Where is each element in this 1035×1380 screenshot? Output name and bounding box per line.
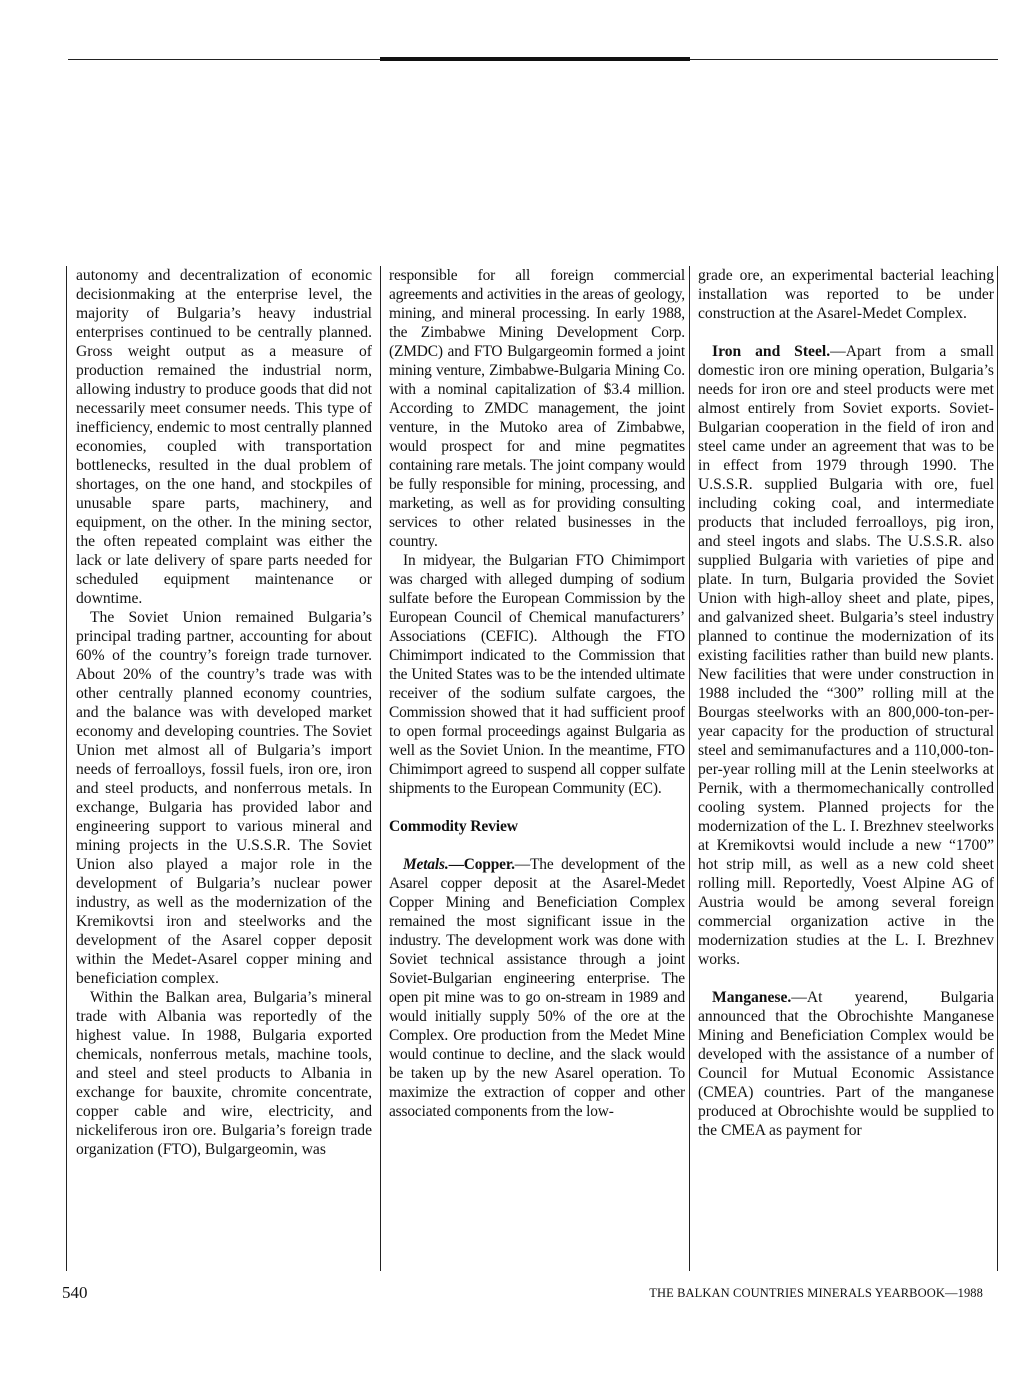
page-number: 540 xyxy=(62,1283,88,1302)
column-divider-1 xyxy=(380,266,381,1271)
column-divider-right xyxy=(997,266,998,1271)
paragraph: responsible for all foreign commercial agreements and activities in the areas of geology, mining, and mineral processing. In early 1988, the Zimbabwe Mining Development Corp. (ZMDC) and FTO Bulgargeomin formed a joint mining venture, Zimbabwe-Bulgaria Mining Co. with a nominal capitalization of $3.4 million. According to ZMDC management, the joint venture, in the Mutoko area of Zimbabwe, would prospect for and mine pegmatites containing rare metals. The joint company would be fully responsible for mining, processing, and marketing, as well as for providing consulting services to other related businesses in the country. xyxy=(389,267,685,550)
column-divider-left xyxy=(66,266,67,1271)
paragraph: Within the Balkan area, Bulgaria’s mineral trade with Albania was reportedly of the highest value. In 1988, Bulgaria exported chemicals, nonferrous metals, machine tools, and steel and steel products to Albania in exchange for bauxite, chromite concentrate, copper cable and wire, electricity, and nickeliferous iron ore. Bulgaria’s foreign trade organization (FTO), Bulgargeomin, was xyxy=(76,989,372,1158)
paragraph: grade ore, an experimental bacterial leaching installation was reported to be under construction at the Asarel-Medet Complex. xyxy=(698,267,994,322)
section-heading: Commodity Review xyxy=(389,818,518,835)
paragraph xyxy=(698,342,994,969)
text-column-1 xyxy=(76,266,372,1271)
paragraph: The Soviet Union remained Bulgaria’s principal trading partner, accounting for about 60% of the country’s foreign trade turnover. About 20% of the country’s trade was with other centrally planned economy countries, and the balance was with developed market economy and developing countries. The Soviet Union met almost all of Bulgaria’s import needs of ferroalloys, fossil fuels, iron ore, iron and steel products, and nonferrous metals. In exchange, Bulgaria has provided labor and engineering support to various mineral and mining projects in the U.S.S.R. The Soviet Union also played a major role in the development of Bulgaria’s nuclear power industry, as well as the modernization of the Kremikovtsi iron and steelworks and the development of the Asarel copper deposit within the Medet-Asarel copper mining and beneficiation complex. xyxy=(76,609,372,987)
paragraph: In midyear, the Bulgarian FTO Chimimport was charged with alleged dumping of sodium sulfate before the European Commission by the European Council of Chemical manufacturers’ Associations (CEFIC). Although the FTO Chimimport indicated to the Commission that the United States was to be the intended ultimate receiver of the sodium sulfate cargoes, the Commission showed that it had sufficient proof to open formal proceedings against Bulgaria as well as the Soviet Union. In the meantime, FTO Chimimport agreed to suspend all copper sulfate shipments to the European Community (EC). xyxy=(389,552,685,797)
paragraph xyxy=(389,855,685,1121)
running-footer-title: THE BALKAN COUNTRIES MINERALS YEARBOOK—1988 xyxy=(649,1286,983,1300)
run-in-heading: Iron and Steel. xyxy=(712,343,831,360)
paragraph-text: —At yearend, Bulgaria announced that the Obrochishte Manganese Mining and Beneficiation Complex would be developed with the assistance of a number of Council for Mutual Economic Assistance (CMEA) countries. Part of the manganese produced at Obrochishte would be supplied to the CMEA as payment for xyxy=(698,989,994,1139)
run-in-subheading: —Copper. xyxy=(448,856,515,873)
run-in-heading: Manganese. xyxy=(712,989,792,1006)
top-rule-accent xyxy=(380,57,690,61)
paragraph: autonomy and decentralization of economic decisionmaking at the enterprise level, the majority of Bulgaria’s heavy industrial enterprises continued to be centrally planned. Gross weight output as a measure of production remained the industrial norm, allowing industry to produce goods that did not necessarily meet consumer needs. This type of inefficiency, endemic to most centrally planned economies, coupled with transportation bottlenecks, resulted in the dual problem of shortages, on the one hand, and stockpiles of unusable spare parts, machinery, and equipment, on the other. In the mining sector, the often repeated complaint was either the lack or late delivery of spare parts needed for scheduled equipment maintenance or downtime. xyxy=(76,267,372,607)
paragraph xyxy=(698,988,994,1140)
paragraph-text: —The development of the Asarel copper deposit at the Asarel-Medet Copper Mining and Beneficiation Complex remained the most significant issue in the industry. The development work was done with Soviet technical assistance through a joint Soviet-Bulgarian engineering enterprise. The open pit mine was to go on-stream in 1989 and would initially supply 50% of the ore at the Complex. Ore production from the Medet Mine would continue to decline, and the slack would be taken up by the new Asarel operation. To maximize the extraction of copper and other associated components from the low- xyxy=(389,856,685,1120)
column-divider-2 xyxy=(689,266,690,1271)
paragraph-text: —Apart from a small domestic iron ore mining operation, Bulgaria’s needs for iron ore and steel products were met almost entirely from Soviet exports. Soviet-Bulgarian cooperation in the field of iron and steel came under an agreement that was to be in effect from 1979 through 1990. The U.S.S.R. supplied Bulgaria with ore, fuel including coking coal, and intermediate products that included ferroalloys, pig iron, and steel ingots and slabs. The U.S.S.R. also supplied Bulgaria with varieties of pipe and plate. In turn, Bulgaria provided the Soviet Union with high-alloy sheet and plate, pipes, and galvanized sheet. Bulgaria’s steel industry planned to continue the modernization of its existing facilities rather than build new plants. New facilities that were under construction in 1988 included the “300” rolling mill at the Bourgas steelworks with an 800,000-ton-per-year capacity for the production of structural steel and semimanufactures and a 110,000-ton-per-year rolling mill at the Lenin steelworks at Pernik, with a thermomechanically controlled cooling system. Planned projects for the modernization of the L. I. Brezhnev steelworks at Kremikovtsi would include a new “1700” hot strip mill, as well as a new cold sheet rolling mill. Reportedly, Voest Alpine AG of Austria would be among several foreign commercial organization active in the modernization studies at the L. I. Brezhnev works. xyxy=(698,343,994,968)
text-column-3 xyxy=(698,266,994,1271)
text-column-2 xyxy=(389,266,685,1271)
run-in-heading: Metals. xyxy=(403,856,449,873)
